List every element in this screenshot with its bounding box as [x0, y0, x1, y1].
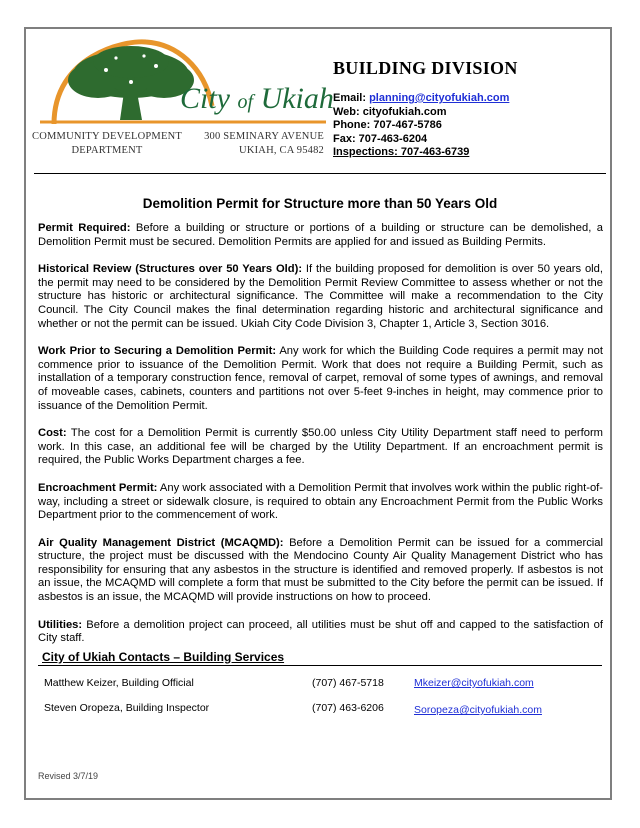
section-work-prior: Work Prior to Securing a Demolition Permit: Any work for which the Building Code requires a permit may not commence prior to issuance of the Demolition Permit. Work that does not require a Building Permit, such as installation of a temporary construction fence, removal of carpet, removal of some types of awnings, and removal of moveable cases, cabinets, counters and partitions not over 5-feet 9-inches in height, may commence prior to issuance of the Demolition Permit. [38, 345, 603, 412]
contact-info: Email: planning@cityofukiah.com Web: cityofukiah.com Phone: 707-467-5786 Fax: 707-463-6204 Inspections: 707-463-6739 [333, 92, 510, 158]
section-utilities: Utilities: Before a demolition project can proceed, all utilities must be shut off and capped to the satisfaction of City staff. [38, 618, 603, 645]
contact-phone: (707) 463-6206 [312, 702, 384, 714]
email-link[interactable]: planning@cityofukiah.com [369, 92, 510, 104]
department-address: 300 SEMINARY AVENUE UKIAH, CA 95482 [204, 131, 324, 156]
division-title: BUILDING DIVISION [333, 58, 518, 78]
document-body [38, 222, 603, 660]
contact-row [44, 677, 564, 691]
document-title: Demolition Permit for Structure more than 50 Years Old [142, 196, 498, 211]
contact-email-link[interactable]: Mkeizer@cityofukiah.com [414, 677, 534, 689]
revision-date: Revised 3/7/19 [38, 771, 99, 781]
contact-email-link[interactable]: Soropeza@cityofukiah.com [414, 704, 542, 716]
department-name: COMMUNITY DEVELOPMENT DEPARTMENT [32, 131, 182, 156]
contacts-heading: City of Ukiah Contacts – Building Services [38, 650, 602, 666]
section-encroachment: Encroachment Permit: Any work associated with a Demolition Permit that involves work within the public right-of-way, including a street or sidewalk closure, is required to obtain any Encroachment Permit from the Public Works Department prior to the commencement of work. [38, 481, 603, 522]
contact-name: Steven Oropeza, Building Inspector [44, 702, 210, 714]
section-historical-review: Historical Review (Structures over 50 Years Old): If the building proposed for demolition is over 50 years old, the permit may need to be considered by the Demolition Permit Review Committee to assess whether or not the structure has historic or architectural significance. The Committee will make a recommendation to the City Council. The City Council makes the final determination regarding historic and architectural significance and whether or not the permit can be issued. Ukiah City Code Division 3, Chapter 1, Article 3, Section 3016. [38, 263, 603, 330]
header-divider [34, 173, 606, 174]
section-cost: Cost: The cost for a Demolition Permit is currently $50.00 unless City Utility Department staff need to perform work. In this case, an additional fee will be charged by the Utility Department. If an encroachment permit is required, the Public Works Department charges a fee. [38, 427, 603, 467]
contact-row [44, 702, 564, 716]
contact-name: Matthew Keizer, Building Official [44, 677, 194, 689]
section-air-quality: Air Quality Management District (MCAQMD): Before a Demolition Permit can be issued for a commercial structure, the project must be discussed with the Mendocino County Air Quality Management District who has responsibility for ensuring that any asbestos in the structure is identified and removed properly. If asbestos is not an issue, the MCAQMD will complete a form that must be submitted to the City before the permit can be issued. If asbestos is an issue, the MCAQMD will provide instructions on how to proceed. [38, 536, 604, 604]
section-permit-required: Permit Required: Before a building or structure or portions of a building or structure can be demolished, a Demolition Permit must be secured. Demolition Permits are applied for and issued as Building Permits. [38, 222, 603, 248]
contact-phone: (707) 467-5718 [312, 677, 384, 689]
logo-wordmark: City of Ukiah [180, 82, 334, 115]
